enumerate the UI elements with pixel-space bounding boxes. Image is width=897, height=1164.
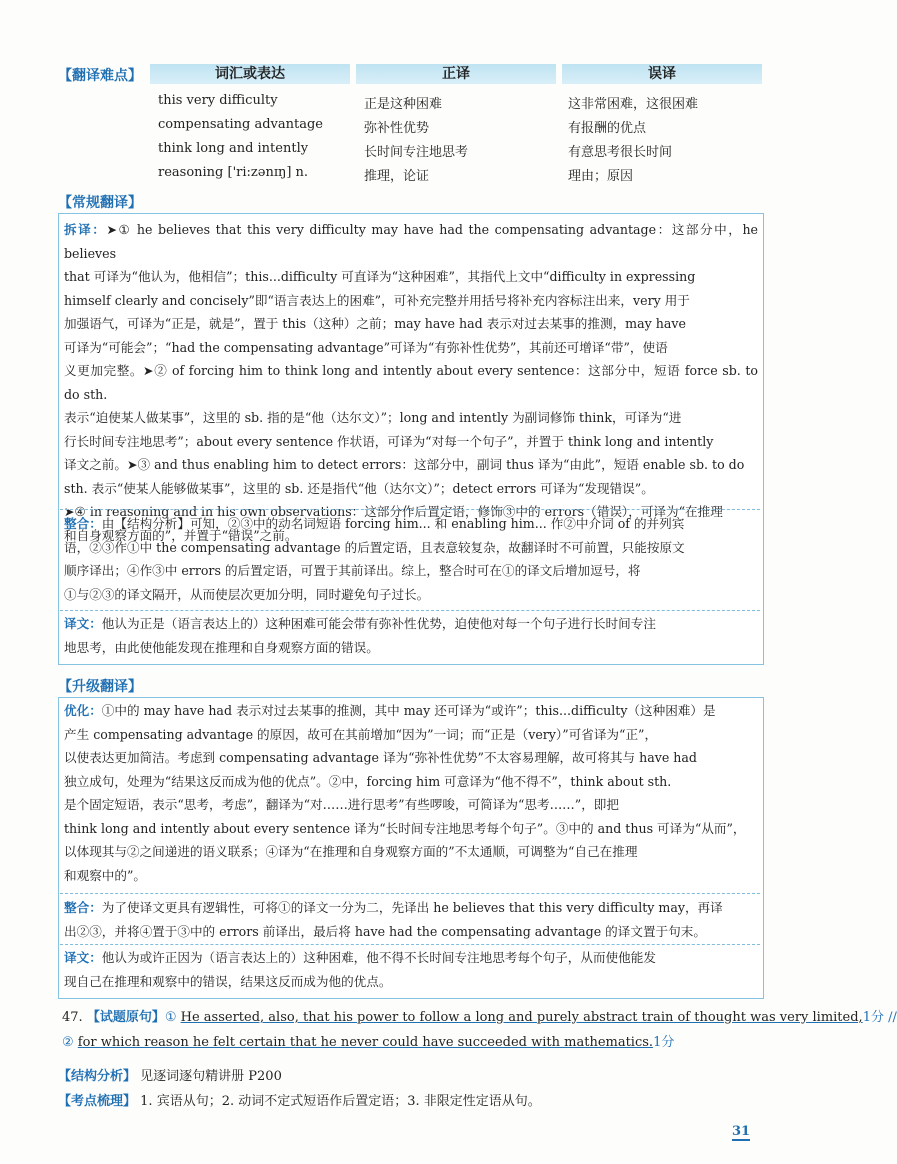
text-line: 加强语气，可译为“正是，就是”，置于 this（这种）之前；may have had 表示对过去某事的推测，may have — [64, 316, 686, 331]
upgrade-merge-paragraph — [64, 896, 758, 943]
divider — [60, 893, 760, 894]
correct-cell: 正是这种困难 — [364, 97, 443, 112]
clause-text: for which reason he felt certain that he never could have succeeded with mathematics. — [77, 1035, 654, 1050]
translation-paragraph — [64, 612, 758, 659]
text-line: 译文之前。➤③ and thus enabling him to detect errors：这部分中，副词 thus 译为“由此”，短语 enable sb. to do — [64, 457, 745, 472]
regular-label: 【常规翻译】 — [58, 195, 142, 211]
upgrade-label: 【升级翻译】 — [58, 679, 142, 695]
text-line: 以使表达更加简洁。考虑到 compensating advantage 译为“弥补性优势”不太容易理解，故可将其与 have had — [64, 750, 697, 765]
split-paragraph — [64, 218, 758, 547]
text-line: 以体现其与②之间递进的语义联系；④译为“在推理和自身观察方面的”不太通顺，可调整为“自己在推理 — [64, 844, 638, 859]
optimize-paragraph — [64, 699, 758, 887]
text-line: ①与②③的译文隔开，从而使层次更加分明，同时避免句子过长。 — [64, 586, 430, 602]
page-number: 31 — [732, 1124, 751, 1139]
term-cell: compensating advantage — [158, 117, 323, 132]
correct-cell: 弥补性优势 — [364, 121, 430, 136]
header-correct: 正译 — [356, 64, 556, 84]
clause-text: He asserted, also, that his power to follow a long and purely abstract train of thought was very limited, — [180, 1010, 863, 1025]
text-line: 为了使译文更具有逻辑性，可将①的译文一分为二，先译出 he believes that this very difficulty may，再译 — [101, 900, 723, 915]
points-text: 1. 宾语从句；2. 动词不定式短语作后置定语；3. 非限定性定语从句。 — [140, 1094, 541, 1109]
term-cell: reasoning ['ri:zənɪŋ] n. — [158, 165, 309, 180]
original-sentence-tag: 【试题原句】 — [86, 1010, 165, 1025]
structure-tag: 【结构分析】 — [58, 1069, 137, 1084]
text-line: 是个固定短语，表示“思考，考虑”，翻译为“对……进行思考”有些啰唆，可简译为“思考……”，即把 — [64, 797, 619, 812]
score-label: 1分 — [653, 1035, 675, 1050]
question-line-1 — [62, 1006, 897, 1025]
translation-tag: 译文： — [64, 950, 102, 965]
header-expression: 词汇或表达 — [150, 64, 350, 84]
text-line: 义更加完整。➤② of forcing him to think long and intently about every sentence：这部分中，短语 force sb. to do sth. — [64, 363, 758, 402]
text-line: 表示“迫使某人做某事”，这里的 sb. 指的是“他（达尔文）”；long and intently 为副词修饰 think，可译为“进 — [64, 410, 682, 425]
term-cell: this very difficulty — [158, 93, 278, 108]
translation-tag: 译文： — [64, 616, 102, 631]
text-line: 和自身观察方面的”，并置于“错误”之前。 — [64, 527, 298, 543]
text-line: sth. 表示“使某人能够做某事”，这里的 sb. 还是指代“他（达尔文）”；detect errors 可译为“发现错误”。 — [64, 480, 654, 496]
structure-text: 见逐词逐句精讲册 P200 — [140, 1069, 282, 1084]
upgrade-translation-paragraph — [64, 946, 758, 993]
wrong-cell: 这非常困难，这很困难 — [568, 97, 699, 112]
wrong-cell: 有意思考很长时间 — [568, 145, 673, 160]
text-line: 可译为“可能会”；“had the compensating advantage”可译为“有弥补性优势”，其前还可增译“带”，使语 — [64, 339, 668, 355]
text-line: 他认为或许正因为（语言表达上的）这种困难，他不得不长时间专注地思考每个句子，从而使他能发 — [101, 950, 656, 965]
text-line: 出②③，并将④置于③中的 errors 前译出，最后将 have had the compensating advantage 的译文置于句末。 — [64, 923, 706, 939]
clause-separator: // — [888, 1010, 897, 1025]
wrong-cell: 有报酬的优点 — [568, 121, 647, 136]
clause-marker: ② — [62, 1035, 74, 1050]
question-number: 47. — [62, 1010, 83, 1025]
text-line: 地思考，由此使他能发现在推理和自身观察方面的错误。 — [64, 639, 379, 655]
correct-cell: 长时间专注地思考 — [364, 145, 469, 160]
divider — [60, 509, 760, 510]
text-line: 顺序译出；④作③中 errors 的后置定语，可置于其前译出。综上，整合时可在①的译文后增加逗号，将 — [64, 563, 641, 578]
term-cell: think long and intently — [158, 141, 309, 156]
wrong-cell: 理由；原因 — [568, 169, 634, 184]
text-line: 行长时间专注地思考”；about every sentence 作状语，可译为“对每一个句子”，并置于 think long and intently — [64, 433, 714, 449]
text-line: himself clearly and concisely”即“语言表达上的困难”，可补充完整并用括号将补充内容标注出来，very 用于 — [64, 292, 690, 308]
text-line: 语，②③作①中 the compensating advantage 的后置定语，且表意较复杂，故翻译时不可前置，只能按原文 — [64, 539, 685, 555]
text-line: ➤① he believes that this very difficulty may have had the compensating advantage：这部分中，he believes — [64, 222, 759, 261]
text-line: ①中的 may have had 表示对过去某事的推测，其中 may 还可译为“或许”；this...difficulty（这种困难）是 — [101, 703, 716, 718]
divider — [60, 610, 760, 611]
question-line-2 — [62, 1031, 674, 1050]
text-line: 和观察中的”。 — [64, 867, 147, 883]
points-line — [58, 1090, 541, 1109]
optimize-tag: 优化： — [64, 703, 102, 718]
points-tag: 【考点梳理】 — [58, 1094, 137, 1109]
divider — [60, 944, 760, 945]
correct-cell: 推理，论证 — [364, 169, 430, 184]
structure-line — [58, 1065, 282, 1084]
text-line: 产生 compensating advantage 的原因，故可在其前增加“因为”一词；而“正是（very）”可省译为“正”， — [64, 726, 658, 742]
text-line: 现自己在推理和观察中的错误，结果这反而成为他的优点。 — [64, 973, 392, 989]
merge-tag: 整合： — [64, 516, 102, 531]
text-line: 他认为正是（语言表达上的）这种困难可能会带有弥补性优势，迫使他对每一个句子进行长时间专注 — [101, 616, 656, 631]
merge-paragraph — [64, 512, 758, 606]
score-label: 1分 — [862, 1010, 884, 1025]
clause-marker: ① — [164, 1010, 177, 1025]
difficulty-label: 【翻译难点】 — [58, 68, 142, 84]
text-line: 由【结构分析】可知，②③中的动名词短语 forcing him... 和 enabling him... 作②中介词 of 的并列宾 — [101, 516, 685, 531]
text-line: 独立成句，处理为“结果这反而成为他的优点”。②中，forcing him 可意译为“他不得不”，think about sth. — [64, 773, 672, 789]
header-wrong: 误译 — [562, 64, 762, 84]
text-line: that 可译为“他认为，他相信”；this...difficulty 可直译为“这种困难”，其指代上文中“difficulty in expressing — [64, 269, 696, 284]
text-line: think long and intently about every sentence 译为“长时间专注地思考每个句子”。③中的 and thus 可译为“从而”， — [64, 820, 746, 836]
text-line: ➤④ in reasoning and in his own observations：这部分作后置定语，修饰③中的 errors（错误），可译为“在推理 — [64, 504, 723, 519]
merge-tag: 整合： — [64, 900, 102, 915]
split-tag: 拆译： — [64, 222, 107, 237]
